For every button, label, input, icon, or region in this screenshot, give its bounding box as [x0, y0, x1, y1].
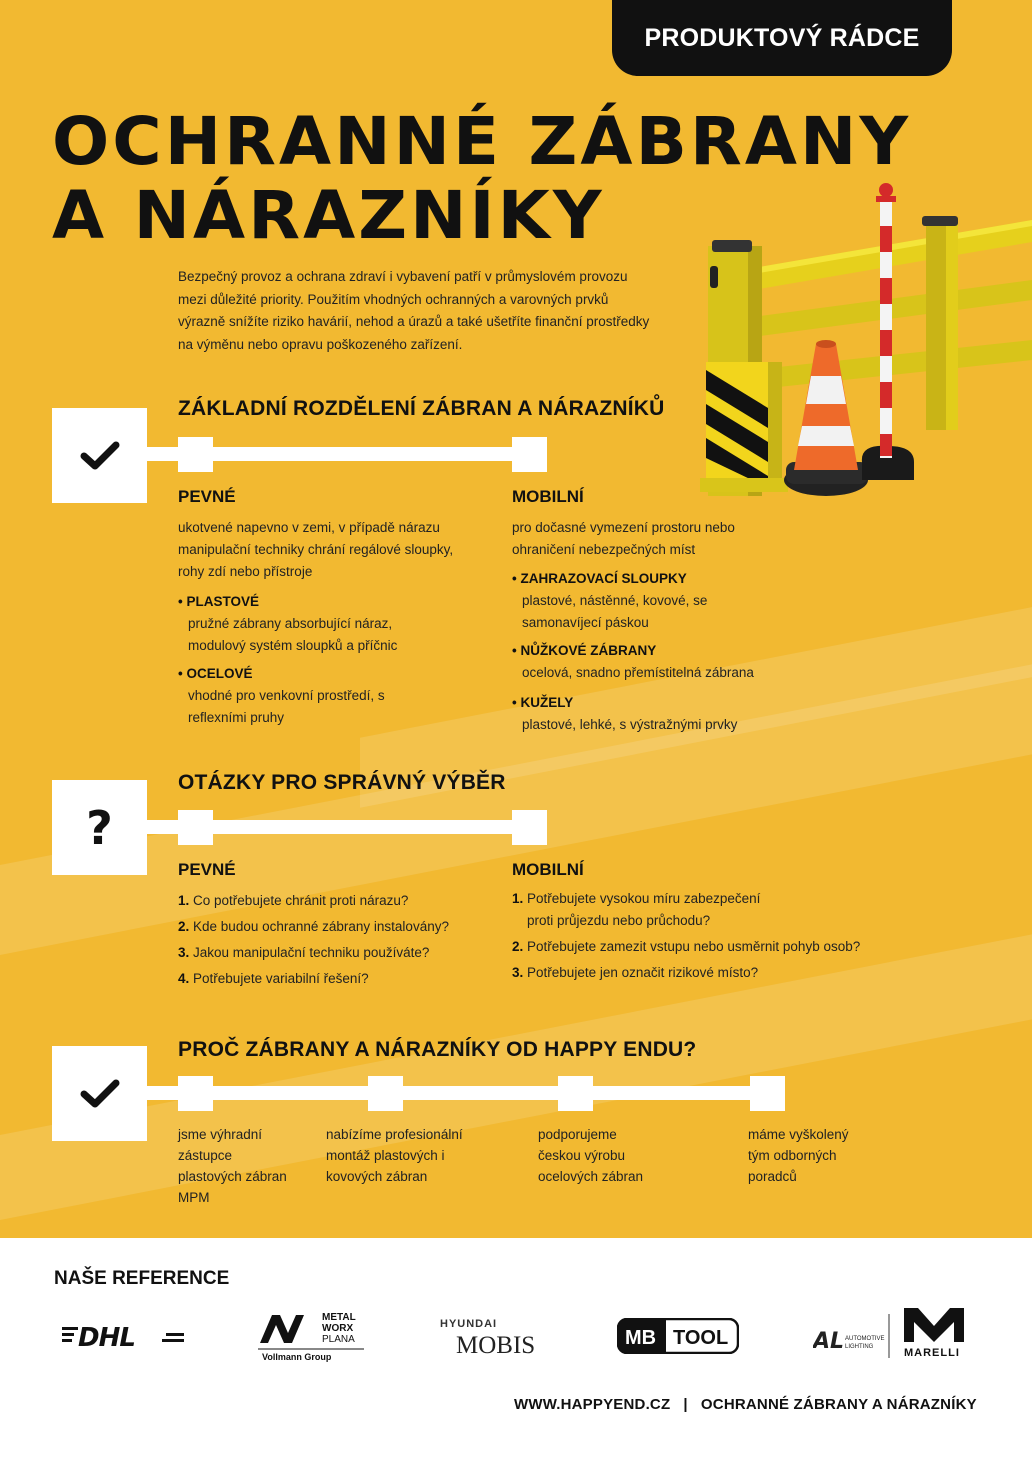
section1-fixed-text: ukotvené napevno v zemi, v případě nárazu manipulační techniky chrání regálové sloupky, rohy zdí nebo přístroje — [178, 520, 454, 579]
section2-mobile-list — [512, 888, 912, 984]
reason-text: podporujeme českou výrobu ocelových zábran — [538, 1127, 644, 1184]
section1-mobile-text: pro dočasné vymezení prostoru nebo ohraničení nebezpečných míst — [512, 520, 735, 557]
marelli-logo — [900, 1306, 970, 1358]
svg-text:PLANA: PLANA — [322, 1334, 355, 1345]
reason-text: máme vyškolený tým odborných poradců — [748, 1127, 849, 1184]
connector-line — [147, 1086, 785, 1100]
svg-text:Vollmann Group: Vollmann Group — [262, 1352, 332, 1362]
warning-post-icon — [862, 183, 914, 480]
list-item: 2. Potřebujete zamezit vstupu nebo usměrnit pohyb osob? — [512, 939, 861, 954]
connector-node — [368, 1076, 403, 1111]
reason-text: nabízíme profesionální montáž plastových i kovových zábran — [326, 1127, 463, 1184]
reason-text: jsme výhradní zástupce plastových zábran MPM — [178, 1127, 287, 1205]
barriers-illustration — [690, 180, 1032, 500]
svg-text:WORX: WORX — [322, 1323, 354, 1334]
connector-node — [178, 810, 213, 845]
svg-text:MOBIS: MOBIS — [456, 1332, 536, 1359]
section2-heading: OTÁZKY PRO SPRÁVNÝ VÝBĚR — [178, 771, 506, 794]
references-title: NAŠE REFERENCE — [54, 1268, 230, 1289]
product-guide-badge: PRODUKTOVÝ RÁDCE — [612, 0, 952, 76]
section1-fixed-title: PEVNÉ — [178, 487, 236, 506]
list-item: • NŮŽKOVÉ ZÁBRANY ocelová, snadno přemístitelná zábrana — [512, 643, 754, 680]
svg-text:METAL: METAL — [322, 1312, 356, 1323]
connector-node — [512, 437, 547, 472]
footer-text: WWW.HAPPYEND.CZ | OCHRANNÉ ZÁBRANY A NÁRAZNÍKY — [514, 1396, 977, 1413]
list-item: • PLASTOVÉ pružné zábrany absorbující náraz, modulový systém sloupků a příčnic — [178, 594, 398, 653]
svg-text:MARELLI: MARELLI — [904, 1347, 960, 1359]
connector-node — [750, 1076, 785, 1111]
svg-text:HYUNDAI: HYUNDAI — [440, 1318, 498, 1330]
dhl-logo — [62, 1310, 184, 1362]
svg-text:AUTOMOTIVE: AUTOMOTIVE — [845, 1336, 885, 1342]
connector-node — [558, 1076, 593, 1111]
mb-tool-logo — [617, 1310, 739, 1362]
question-icon: ? — [86, 800, 113, 855]
svg-text:TOOL: TOOL — [673, 1327, 729, 1349]
connector-node — [178, 1076, 213, 1111]
svg-text:DHL: DHL — [78, 1323, 135, 1351]
connector-node — [512, 810, 547, 845]
section3-check-box — [52, 1046, 147, 1141]
svg-text:AL: AL — [813, 1329, 845, 1354]
list-item: • OCELOVÉ vhodné pro venkovní prostředí, s reflexními pruhy — [178, 666, 385, 725]
automotive-lighting-logo — [813, 1310, 891, 1362]
title-line-1: OCHRANNÉ ZÁBRANY — [52, 103, 912, 180]
list-item: 4. Potřebujete variabilní řešení? — [178, 971, 369, 986]
section2-fixed-title: PEVNÉ — [178, 860, 236, 879]
section1-heading: ZÁKLADNÍ ROZDĚLENÍ ZÁBRAN A NÁRAZNÍKŮ — [178, 397, 665, 420]
check-icon — [80, 440, 120, 472]
list-item: 1. Potřebujete vysokou míru zabezpečení proti průjezdu nebo průchodu? — [512, 891, 761, 928]
svg-text:MB: MB — [625, 1327, 657, 1349]
list-item: • KUŽELY plastové, lehké, s výstražnými prvky — [512, 695, 738, 732]
section1-check-box — [52, 408, 147, 503]
intro-text: Bezpečný provoz a ochrana zdraví i vybavení patří v průmyslovém provozu mezi důležité priority. Použitím vhodných ochranných a varovných prvků výrazně snížíte riziko havárií, nehod a úrazů a také ušetříte finanční prostředky na výměnu nebo opravu poškozeného zařízení. — [178, 269, 650, 352]
list-item: • ZAHRAZOVACÍ SLOUPKY plastové, nástěnné, kovové, se samonavíjecí páskou — [512, 571, 708, 630]
list-item: 2. Kde budou ochranné zábrany instalovány? — [178, 919, 449, 934]
list-item: 3. Potřebujete jen označit rizikové místo? — [512, 965, 759, 980]
check-icon — [80, 1078, 120, 1110]
title-line-2: A NÁRAZNÍKY — [52, 177, 605, 254]
section2-mobile-title: MOBILNÍ — [512, 860, 584, 879]
list-item: 1. Co potřebujete chránit proti nárazu? — [178, 893, 409, 908]
metal-worx-logo — [258, 1310, 366, 1362]
hyundai-mobis-logo — [440, 1310, 542, 1362]
column-protector-icon — [700, 362, 788, 492]
section1-mobile-title: MOBILNÍ — [512, 487, 584, 506]
section3-heading: PROČ ZÁBRANY A NÁRAZNÍKY OD HAPPY ENDU? — [178, 1038, 697, 1061]
section2-fixed-list — [178, 888, 498, 992]
list-item: 3. Jakou manipulační techniku používáte? — [178, 945, 430, 960]
section2-question-box — [52, 780, 147, 875]
svg-text:LIGHTING: LIGHTING — [845, 1344, 874, 1350]
connector-node — [178, 437, 213, 472]
